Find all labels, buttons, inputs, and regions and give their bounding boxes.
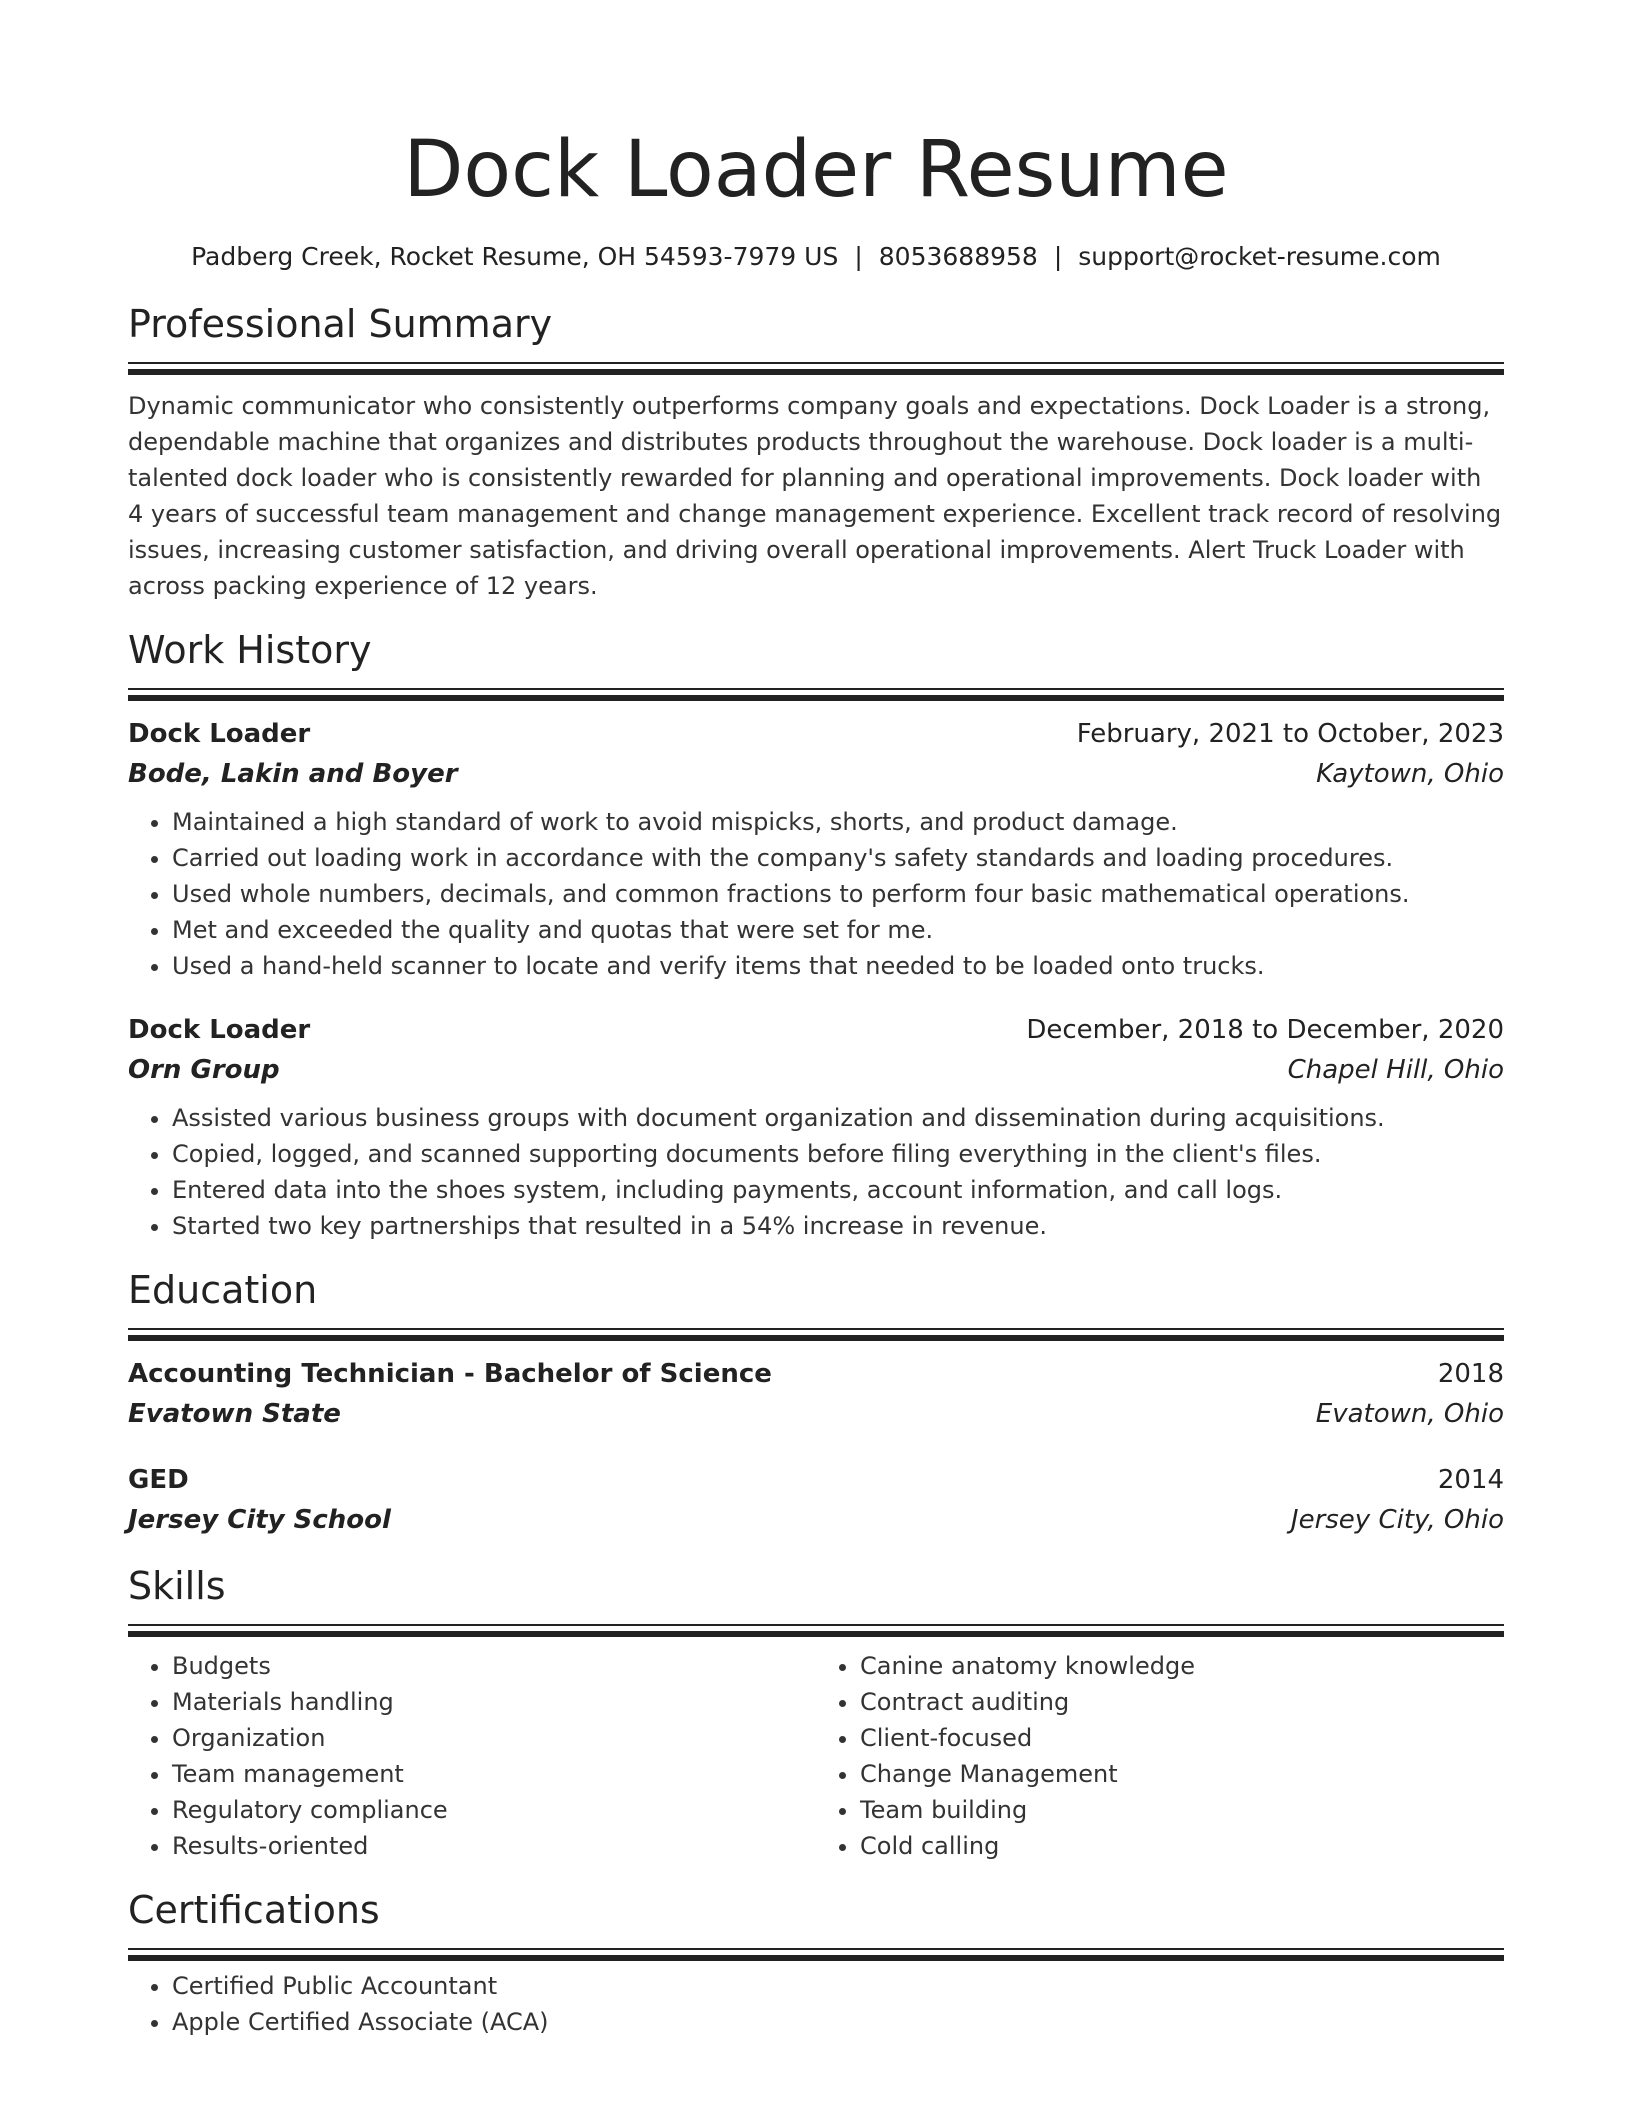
skill-item: • Results-oriented xyxy=(172,1828,816,1864)
list-item: • Copied, logged, and scanned supporting documents before filing everything in the client's files. xyxy=(172,1136,1504,1172)
list-item: • Used whole numbers, decimals, and common fractions to perform four basic mathematical operations. xyxy=(172,876,1504,912)
job-company: Orn Group xyxy=(128,1055,280,1085)
contact-separator: | xyxy=(1053,242,1063,271)
list-item: • Met and exceeded the quality and quotas that were set for me. xyxy=(172,912,1504,948)
skill-item: • Client-focused xyxy=(860,1720,1504,1756)
list-item: • Used a hand-held scanner to locate and verify items that needed to be loaded onto trucks. xyxy=(172,948,1504,984)
degree: Accounting Technician - Bachelor of Science xyxy=(128,1359,772,1389)
job-company: Bode, Lakin and Boyer xyxy=(128,759,458,789)
contact-line xyxy=(128,240,1504,274)
graduation-year: 2014 xyxy=(1437,1465,1504,1495)
job-title: Dock Loader xyxy=(128,719,311,749)
summary-heading: Professional Summary xyxy=(128,302,553,346)
skills-heading: Skills xyxy=(128,1564,226,1608)
education-entry xyxy=(128,1354,1504,1434)
skill-item: • Regulatory compliance xyxy=(172,1792,816,1828)
job-dates: December, 2018 to December, 2020 xyxy=(1026,1015,1504,1045)
work-history-section xyxy=(128,626,1504,1244)
job-title: Dock Loader xyxy=(128,1015,311,1045)
skill-item: • Budgets xyxy=(172,1648,816,1684)
skill-item: • Materials handling xyxy=(172,1684,816,1720)
job-dates: February, 2021 to October, 2023 xyxy=(1076,719,1504,749)
list-item: • Entered data into the shoes system, including payments, account information, and call logs. xyxy=(172,1172,1504,1208)
school-location: Jersey City, Ohio xyxy=(1290,1505,1504,1535)
contact-phone: 8053688958 xyxy=(878,242,1038,271)
skill-item: • Canine anatomy knowledge xyxy=(860,1648,1504,1684)
resume-title: Dock Loader Resume xyxy=(403,125,1229,215)
school-name: Jersey City School xyxy=(128,1505,391,1535)
education-section xyxy=(128,1266,1504,1540)
skill-item: • Cold calling xyxy=(860,1828,1504,1864)
list-item: • Carried out loading work in accordance with the company's safety standards and loading procedures. xyxy=(172,840,1504,876)
education-entry xyxy=(128,1460,1504,1540)
education-heading: Education xyxy=(128,1268,318,1312)
contact-address: Padberg Creek, Rocket Resume, OH 54593-7979 US xyxy=(191,242,839,271)
skills-column-left xyxy=(128,1648,816,1864)
skills-section xyxy=(128,1562,1504,1864)
job-location: Chapel Hill, Ohio xyxy=(1287,1055,1504,1085)
job-entry xyxy=(128,714,1504,984)
certifications-section xyxy=(128,1886,1504,2040)
list-item: • Started two key partnerships that resulted in a 54% increase in revenue. xyxy=(172,1208,1504,1244)
skill-item: • Team building xyxy=(860,1792,1504,1828)
skill-item: • Organization xyxy=(172,1720,816,1756)
section-divider xyxy=(128,1328,1504,1338)
skill-item: • Contract auditing xyxy=(860,1684,1504,1720)
certification-item: • Apple Certified Associate (ACA) xyxy=(172,2004,1504,2040)
certifications-heading: Certifications xyxy=(128,1888,380,1932)
degree: GED xyxy=(128,1465,189,1495)
certifications-list xyxy=(128,1968,1504,2040)
job-bullets xyxy=(128,1100,1504,1244)
certification-item: • Certified Public Accountant xyxy=(172,1968,1504,2004)
contact-email: support@rocket-resume.com xyxy=(1078,242,1441,271)
section-divider xyxy=(128,1948,1504,1958)
skills-grid xyxy=(128,1648,1504,1864)
job-location: Kaytown, Ohio xyxy=(1316,759,1504,789)
summary-text: Dynamic communicator who consistently outperforms company goals and expectations. Dock Loader is a strong, dependable machine that organizes and distributes products throughout the warehouse. Dock loader is a multi-talented dock loader who is consistently rewarded for planning and operational improvements. Dock loader with 4 years of successful team management and change management experience. Excellent track record of resolving issues, increasing customer satisfaction, and driving overall operational improvements. Alert Truck Loader with across packing experience of 12 years. xyxy=(128,392,1502,600)
skill-item: • Team management xyxy=(172,1756,816,1792)
section-divider xyxy=(128,1624,1504,1634)
skills-column-right xyxy=(816,1648,1504,1864)
job-bullets xyxy=(128,804,1504,984)
list-item: • Assisted various business groups with document organization and dissemination during acquisitions. xyxy=(172,1100,1504,1136)
section-divider xyxy=(128,688,1504,698)
list-item: • Maintained a high standard of work to avoid mispicks, shorts, and product damage. xyxy=(172,804,1504,840)
school-location: Evatown, Ohio xyxy=(1315,1399,1504,1429)
job-entry xyxy=(128,1010,1504,1244)
summary-section xyxy=(128,300,1504,604)
section-divider xyxy=(128,362,1504,372)
skill-item: • Change Management xyxy=(860,1756,1504,1792)
school-name: Evatown State xyxy=(128,1399,341,1429)
work-history-heading: Work History xyxy=(128,628,372,672)
graduation-year: 2018 xyxy=(1437,1359,1504,1389)
contact-separator: | xyxy=(854,242,863,271)
